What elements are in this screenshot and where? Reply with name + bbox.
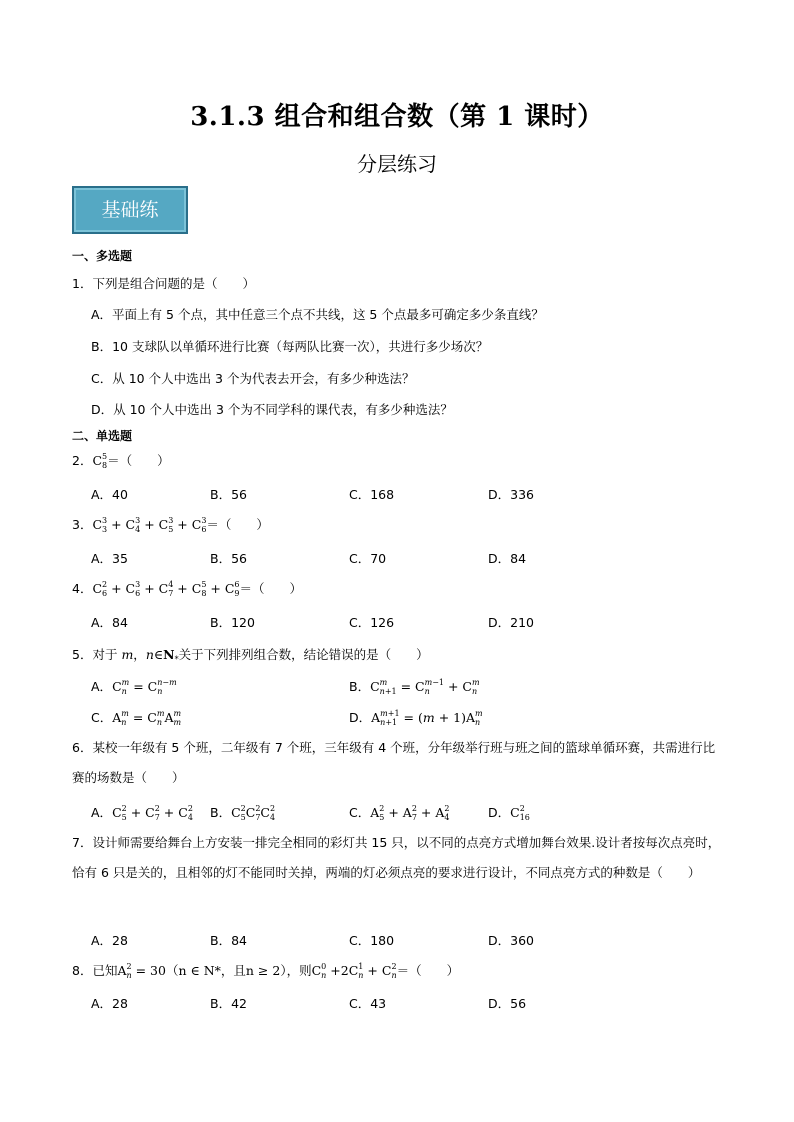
question-4-option-d: D．210	[488, 615, 534, 630]
question-3-option-a: A．35	[91, 551, 128, 566]
question-5-option-a-formula: C m n = C n−m n	[112, 677, 177, 696]
question-7-stem: 7．设计师需要给舞台上方安装一排完全相同的彩灯共 15 只，以不同的点亮方式增加舞台效果.设计者按每次点亮时，恰有 6 只是关的，且相邻的灯不能同时关掉，两端的灯必须点亮的要求进行设计，不同点亮方式的种数是（ ）	[72, 835, 721, 880]
question-6-option-c	[349, 803, 449, 823]
question-5-text: 关于下列排列组合数，结论错误的是（ ）	[178, 647, 429, 662]
question-3-tail: ＝（ ）	[206, 517, 269, 532]
question-8-option-d: D．56	[488, 996, 527, 1011]
question-4-option-b: B．120	[210, 615, 255, 630]
question-5-option-d	[349, 708, 483, 728]
question-6-option-d-formula: C 2 16	[510, 803, 530, 822]
question-8-tail: ＝（ ）	[396, 963, 460, 978]
question-3-option-d: D．84	[488, 551, 527, 566]
question-5-stem	[72, 645, 429, 664]
question-5-condition: m，$n\in N_*$	[121, 647, 179, 664]
question-3-number: 3．	[72, 517, 93, 532]
question-6-stem: 6．某校一年级有 5 个班，二年级有 7 个班，三年级有 4 个班，分年级举行班与班之间的篮球单循环赛，共需进行比赛的场数是（ ）	[72, 740, 716, 785]
section-heading-multi: 一、多选题	[72, 249, 133, 263]
question-5-option-c	[91, 708, 181, 728]
question-8-option-c: C．43	[349, 996, 387, 1011]
question-1-option-b: B．10 支球队以单循环进行比赛（每两队比赛一次），共进行多少场次？	[91, 339, 489, 354]
question-1-option-d: D．从 10 个人中选出 3 个为不同学科的课代表，有多少种选法？	[91, 402, 453, 417]
section-heading-single: 二、单选题	[72, 429, 133, 443]
question-6-option-b	[210, 803, 275, 823]
question-5-option-a-label: A．	[91, 679, 113, 694]
question-6-option-a-formula: C 2 5 + C 2 7 + C 2 4	[112, 803, 193, 822]
question-3-formula: C 3 3 + C 3 4 + C 3 5 + C 3 6	[92, 515, 207, 534]
question-4-option-a: A．84	[91, 615, 128, 630]
question-3-stem	[72, 515, 269, 535]
question-4-number: 4．	[72, 581, 93, 596]
question-6-option-b-label: B．	[210, 805, 232, 820]
question-1-option-c: C．从 10 个人中选出 3 个为代表去开会，有多少种选法？	[91, 371, 415, 386]
page-title: 3.1.3 组合和组合数（第 1 课时）	[190, 102, 604, 132]
question-4-stem	[72, 579, 302, 599]
question-6-option-b-formula: C 2 5 C 2 7 C 2 4	[231, 803, 276, 822]
question-8-given: A 2 n = 30	[117, 961, 166, 980]
question-8-number: 8．已知	[72, 963, 118, 978]
question-2-number: 2．	[72, 453, 93, 468]
question-8-stem	[72, 961, 459, 981]
question-4-formula: C 2 6 + C 3 6 + C 4 7 + C 5 8 + C 6 9	[92, 579, 240, 598]
question-8-option-b: B．42	[210, 996, 247, 1011]
question-2-option-d: D．336	[488, 487, 534, 502]
question-5-option-b-formula: C m n+1 = C m−1 n + C m n	[370, 677, 480, 696]
question-6-option-c-formula: A 2 5 + A 2 7 + A 2 4	[370, 803, 450, 822]
level-badge: 基础练	[72, 186, 188, 234]
question-6-option-a	[91, 803, 193, 823]
question-2-tail: ＝（ ）	[107, 453, 170, 468]
question-5-option-a	[91, 677, 177, 697]
question-2-stem	[72, 451, 170, 471]
question-8-condition: （n ∈ N*，且n ≥ 2），则	[165, 963, 312, 978]
question-5-option-b-label: B．	[349, 679, 371, 694]
question-6-option-d-label: D．	[488, 805, 511, 820]
question-2-option-b: B．56	[210, 487, 247, 502]
question-7-option-c: C．180	[349, 933, 395, 948]
question-1-stem: 1．下列是组合问题的是（ ）	[72, 276, 255, 291]
question-2-option-a: A．40	[91, 487, 128, 502]
question-5-option-d-label: D．	[349, 710, 372, 725]
question-1-option-a: A．平面上有 5 个点，其中任意三个点不共线，这 5 个点最多可确定多少条直线？	[91, 307, 544, 322]
question-6-option-c-label: C．	[349, 805, 371, 820]
question-3-option-b: B．56	[210, 551, 247, 566]
question-5-option-c-formula: A m n = C m n A m m	[112, 708, 182, 727]
question-8-formula: C 0 n +2C 1 n + C 2 n	[311, 961, 397, 980]
question-2-formula: C 5 8	[92, 451, 108, 470]
question-4-option-c: C．126	[349, 615, 395, 630]
question-7-option-d: D．360	[488, 933, 534, 948]
question-3-option-c: C．70	[349, 551, 387, 566]
question-7-option-b: B．84	[210, 933, 247, 948]
question-5-option-d-formula: A m+1 n+1 = (m + 1)A m n	[371, 708, 483, 727]
question-5-option-c-label: C．	[91, 710, 113, 725]
question-4-tail: ＝（ ）	[239, 581, 303, 596]
page-subtitle: 分层练习	[357, 152, 437, 176]
question-8-option-a: A．28	[91, 996, 128, 1011]
question-2-option-c: C．168	[349, 487, 395, 502]
question-5-number: 5．对于	[72, 647, 118, 662]
question-7-option-a: A．28	[91, 933, 128, 948]
question-6-option-a-label: A．	[91, 805, 113, 820]
question-5-option-b	[349, 677, 480, 697]
question-6-option-d	[488, 803, 530, 823]
